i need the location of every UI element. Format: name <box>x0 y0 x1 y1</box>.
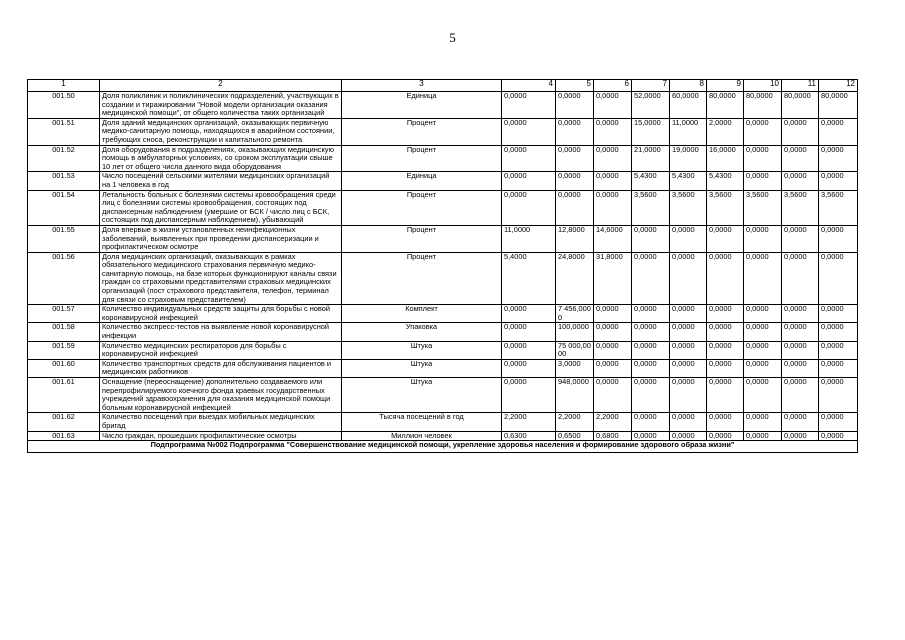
indicator-unit: Штука <box>342 341 502 359</box>
indicator-value: 0,0000 <box>744 252 782 305</box>
table-row <box>28 190 858 225</box>
indicator-value: 0,0000 <box>819 145 858 172</box>
indicator-value: 0,0000 <box>819 359 858 377</box>
table-row <box>28 413 858 431</box>
indicator-unit: Миллион человек <box>342 431 502 441</box>
table-row <box>28 341 858 359</box>
indicator-value: 0,0000 <box>594 323 632 341</box>
indicator-value: 0,0000 <box>744 225 782 252</box>
indicator-value: 0,0000 <box>819 172 858 190</box>
indicator-value: 0,0000 <box>782 305 819 323</box>
indicator-name: Количество экспресс-тестов на выявление новой коронавирусной инфекции <box>100 323 342 341</box>
indicator-value: 2,2000 <box>594 413 632 431</box>
indicator-value: 0,0000 <box>556 145 594 172</box>
indicator-value: 0,0000 <box>670 341 707 359</box>
table-row <box>28 145 858 172</box>
indicator-value: 0,0000 <box>744 145 782 172</box>
indicator-name: Количество транспортных средств для обслуживания пациентов и медицинских работников <box>100 359 342 377</box>
indicator-value: 3,5600 <box>819 190 858 225</box>
indicator-unit: Процент <box>342 118 502 145</box>
indicator-unit: Единица <box>342 172 502 190</box>
indicator-value: 0,0000 <box>819 431 858 441</box>
indicator-value: 15,0000 <box>632 118 670 145</box>
indicator-value: 0,0000 <box>670 413 707 431</box>
indicator-value: 0,0000 <box>782 118 819 145</box>
indicator-value: 0,0000 <box>594 378 632 413</box>
indicator-code: 001.51 <box>28 118 100 145</box>
indicator-value: 31,8000 <box>594 252 632 305</box>
indicator-unit: Процент <box>342 252 502 305</box>
indicator-value: 0,0000 <box>594 341 632 359</box>
indicator-value: 0,0000 <box>782 413 819 431</box>
indicator-value: 0,0000 <box>707 378 744 413</box>
indicator-value: 0,0000 <box>744 323 782 341</box>
indicator-unit: Процент <box>342 145 502 172</box>
indicator-value: 19,0000 <box>670 145 707 172</box>
indicator-value: 0,0000 <box>707 431 744 441</box>
indicator-value: 0,0000 <box>556 172 594 190</box>
column-header-5: 5 <box>556 80 594 92</box>
indicator-value: 0,0000 <box>632 431 670 441</box>
indicator-value: 0,0000 <box>819 378 858 413</box>
indicator-value: 3,5600 <box>782 190 819 225</box>
indicator-value: 80,0000 <box>744 92 782 119</box>
indicator-value: 0,0000 <box>744 305 782 323</box>
indicator-name: Доля поликлиник и поликлинических подразделений, участвующих в создании и тиражировании "Новой модели организации оказания медицинской помощи", от общего количества таких организаций <box>100 92 342 119</box>
indicator-value: 0,0000 <box>502 323 556 341</box>
indicator-code: 001.53 <box>28 172 100 190</box>
subprogram-row <box>28 441 858 453</box>
page-number: 5 <box>449 30 456 45</box>
indicator-value: 80,0000 <box>707 92 744 119</box>
table-row <box>28 118 858 145</box>
indicator-value: 0,0000 <box>707 413 744 431</box>
indicator-code: 001.55 <box>28 225 100 252</box>
indicator-value: 0,0000 <box>502 359 556 377</box>
column-header-1: 1 <box>28 80 100 92</box>
indicator-value: 0,0000 <box>670 359 707 377</box>
indicator-value: 5,4000 <box>502 252 556 305</box>
indicator-value: 3,5600 <box>707 190 744 225</box>
indicator-value: 7 456,0000 <box>556 305 594 323</box>
indicator-unit: Процент <box>342 190 502 225</box>
indicator-value: 0,0000 <box>782 252 819 305</box>
indicator-value: 0,0000 <box>632 341 670 359</box>
indicator-value: 0,0000 <box>782 359 819 377</box>
indicator-value: 0,0000 <box>670 323 707 341</box>
indicator-code: 001.63 <box>28 431 100 441</box>
indicator-value: 100,0000 <box>556 323 594 341</box>
column-header-7: 7 <box>632 80 670 92</box>
indicator-value: 0,0000 <box>782 323 819 341</box>
indicator-code: 001.59 <box>28 341 100 359</box>
indicator-value: 2,0000 <box>707 118 744 145</box>
indicator-value: 11,0000 <box>670 118 707 145</box>
indicator-unit: Тысяча посещений в год <box>342 413 502 431</box>
indicator-value: 0,0000 <box>502 92 556 119</box>
indicator-value: 0,0000 <box>594 145 632 172</box>
indicator-value: 0,0000 <box>744 378 782 413</box>
indicator-value: 0,0000 <box>670 305 707 323</box>
indicator-name: Количество индивидуальных средств защиты для борьбы с новой коронавирусной инфекцией <box>100 305 342 323</box>
indicator-value: 0,0000 <box>670 431 707 441</box>
indicator-value: 0,0000 <box>819 413 858 431</box>
indicator-value: 0,0000 <box>819 118 858 145</box>
indicator-value: 21,0000 <box>632 145 670 172</box>
column-header-3: 3 <box>342 80 502 92</box>
indicator-code: 001.52 <box>28 145 100 172</box>
indicator-value: 0,0000 <box>594 190 632 225</box>
column-header-11: 11 <box>782 80 819 92</box>
indicator-name: Число граждан, прошедших профилактические осмотры <box>100 431 342 441</box>
indicator-unit: Единица <box>342 92 502 119</box>
indicator-value: 0,0000 <box>632 413 670 431</box>
indicator-value: 0,0000 <box>819 252 858 305</box>
indicator-value: 0,0000 <box>632 323 670 341</box>
indicator-value: 0,0000 <box>744 431 782 441</box>
table-row <box>28 323 858 341</box>
indicator-value: 5,4300 <box>632 172 670 190</box>
subprogram-title: Подпрограмма №002 Подпрограмма "Совершенствование медицинской помощи, укрепление здоровья населения и формирование здорового образа жизни" <box>28 441 858 453</box>
indicator-value: 3,5600 <box>744 190 782 225</box>
indicator-value: 2,2000 <box>502 413 556 431</box>
indicator-code: 001.60 <box>28 359 100 377</box>
column-header-2: 2 <box>100 80 342 92</box>
indicator-code: 001.50 <box>28 92 100 119</box>
table-row <box>28 305 858 323</box>
indicator-value: 0,0000 <box>782 378 819 413</box>
indicator-unit: Упаковка <box>342 323 502 341</box>
indicator-value: 0,0000 <box>556 190 594 225</box>
indicator-value: 11,0000 <box>502 225 556 252</box>
indicator-code: 001.54 <box>28 190 100 225</box>
indicator-value: 0,0000 <box>782 341 819 359</box>
indicator-code: 001.61 <box>28 378 100 413</box>
table-row <box>28 378 858 413</box>
column-header-6: 6 <box>594 80 632 92</box>
indicator-value: 0,0000 <box>502 378 556 413</box>
indicator-value: 80,0000 <box>819 92 858 119</box>
indicator-value: 0,0000 <box>707 305 744 323</box>
indicator-value: 2,2000 <box>556 413 594 431</box>
indicator-value: 0,0000 <box>502 145 556 172</box>
indicator-value: 0,0000 <box>502 341 556 359</box>
indicator-value: 0,0000 <box>670 378 707 413</box>
column-header-10: 10 <box>744 80 782 92</box>
indicator-name: Доля медицинских организаций, оказывающих в рамках обязательного медицинского страхования первичную медико-санитарную помощь, на базе которых функционируют каналы связи граждан со страховыми представителями страховых медицинских организаций (пост страхового представителя, телефон, терминал для связи со страховым представителем) <box>100 252 342 305</box>
indicator-value: 0,0000 <box>594 92 632 119</box>
indicator-name: Количество медицинских респираторов для борьбы с коронавирусной инфекцией <box>100 341 342 359</box>
header-row <box>28 80 858 92</box>
indicator-value: 0,0000 <box>502 305 556 323</box>
indicator-value: 0,0000 <box>594 305 632 323</box>
indicator-value: 0,0000 <box>502 118 556 145</box>
indicator-value: 0,0000 <box>782 431 819 441</box>
indicator-code: 001.56 <box>28 252 100 305</box>
indicator-value: 12,8000 <box>556 225 594 252</box>
indicator-value: 52,0000 <box>632 92 670 119</box>
indicator-unit: Комплект <box>342 305 502 323</box>
indicator-value: 24,8000 <box>556 252 594 305</box>
indicator-value: 0,0000 <box>594 118 632 145</box>
indicator-value: 0,0000 <box>594 359 632 377</box>
column-header-9: 9 <box>707 80 744 92</box>
indicator-value: 0,0000 <box>707 252 744 305</box>
indicator-value: 0,0000 <box>782 172 819 190</box>
indicator-name: Летальность больных с болезнями системы кровообращения среди лиц с болезнями системы кровообращения, состоящих под диспансерным наблюдением (умершие от БСК / число лиц с БСК, состоящих под диспансерным наблюдением), убывающий <box>100 190 342 225</box>
indicator-name: Доля оборудования в подразделениях, оказывающих медицинскую помощь в амбулаторных условиях, со сроком эксплуатации свыше 10 лет от общего числа данного вида оборудования <box>100 145 342 172</box>
indicator-value: 80,0000 <box>782 92 819 119</box>
indicator-value: 14,6000 <box>594 225 632 252</box>
indicator-value: 0,0000 <box>632 252 670 305</box>
indicator-value: 0,0000 <box>632 305 670 323</box>
indicator-value: 0,0000 <box>707 323 744 341</box>
column-header-12: 12 <box>819 80 858 92</box>
indicator-value: 0,6800 <box>594 431 632 441</box>
indicator-value: 0,0000 <box>707 341 744 359</box>
indicator-value: 948,0000 <box>556 378 594 413</box>
indicator-value: 0,0000 <box>670 252 707 305</box>
indicator-value: 0,0000 <box>819 341 858 359</box>
column-header-8: 8 <box>670 80 707 92</box>
indicator-name: Доля впервые в жизни установленных неинфекционных заболеваний, выявленных при проведении диспансеризации и профилактическом осмотре <box>100 225 342 252</box>
indicator-value: 0,0000 <box>744 172 782 190</box>
indicator-value: 0,0000 <box>782 145 819 172</box>
indicator-code: 001.62 <box>28 413 100 431</box>
indicator-unit: Процент <box>342 225 502 252</box>
indicator-value: 0,0000 <box>632 225 670 252</box>
indicator-value: 0,0000 <box>744 341 782 359</box>
indicator-unit: Штука <box>342 378 502 413</box>
indicator-value: 0,0000 <box>819 323 858 341</box>
indicator-value: 0,6500 <box>556 431 594 441</box>
indicator-value: 0,0000 <box>819 305 858 323</box>
indicator-value: 60,0000 <box>670 92 707 119</box>
indicator-name: Доля зданий медицинских организаций, оказывающих первичную медико-санитарную помощь, находящихся в аварийном состоянии, требующих сноса, реконструкции и капитального ремонта <box>100 118 342 145</box>
indicator-value: 0,0000 <box>502 190 556 225</box>
column-header-4: 4 <box>502 80 556 92</box>
indicator-name: Число посещений сельскими жителями медицинских организаций на 1 человека в год <box>100 172 342 190</box>
indicator-value: 3,0000 <box>556 359 594 377</box>
indicator-value: 5,4300 <box>670 172 707 190</box>
table-row <box>28 252 858 305</box>
indicator-value: 0,0000 <box>556 118 594 145</box>
indicator-unit: Штука <box>342 359 502 377</box>
table-row <box>28 359 858 377</box>
table-row <box>28 225 858 252</box>
indicator-value: 0,0000 <box>594 172 632 190</box>
indicator-value: 0,0000 <box>707 225 744 252</box>
table-row <box>28 172 858 190</box>
indicator-value: 3,5600 <box>670 190 707 225</box>
indicator-name: Оснащение (переоснащение) дополнительно создаваемого или перепрофилируемого коечного фонда краевых государственных учреждений здравоохранения для оказания медицинской помощи больным коронавирусной инфекцией <box>100 378 342 413</box>
indicator-value: 0,0000 <box>744 359 782 377</box>
table-row <box>28 92 858 119</box>
indicator-code: 001.58 <box>28 323 100 341</box>
table-row <box>28 431 858 441</box>
indicators-table <box>27 79 858 453</box>
indicator-value: 0,0000 <box>744 413 782 431</box>
indicator-name: Количество посещений при выездах мобильных медицинских бригад <box>100 413 342 431</box>
indicator-value: 5,4300 <box>707 172 744 190</box>
indicator-value: 0,0000 <box>782 225 819 252</box>
indicator-value: 0,0000 <box>632 378 670 413</box>
indicator-code: 001.57 <box>28 305 100 323</box>
indicator-value: 0,0000 <box>556 92 594 119</box>
indicator-value: 0,0000 <box>670 225 707 252</box>
indicator-value: 0,0000 <box>744 118 782 145</box>
indicator-value: 0,0000 <box>707 359 744 377</box>
indicator-value: 0,6300 <box>502 431 556 441</box>
indicator-value: 16,0000 <box>707 145 744 172</box>
indicator-value: 0,0000 <box>502 172 556 190</box>
indicator-value: 75 000,0000 <box>556 341 594 359</box>
indicator-value: 0,0000 <box>632 359 670 377</box>
indicator-value: 0,0000 <box>819 225 858 252</box>
indicator-value: 3,5600 <box>632 190 670 225</box>
